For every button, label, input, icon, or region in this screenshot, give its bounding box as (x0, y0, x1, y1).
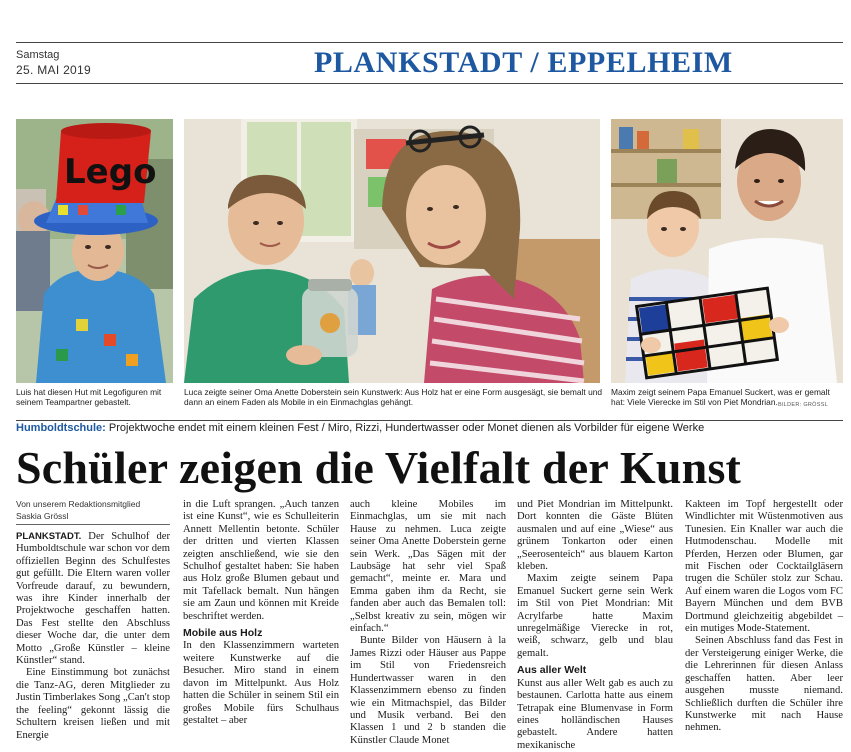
article-column-2 (183, 499, 339, 727)
article-paragraph: Eine Einstimmung bot zunächst die Tanz-AG, deren Mitglieder zu Justin Timberlakes Song „Can't stop the feeling“ gekonnt lässig die Schultern kreisen ließen und mit Energie (16, 667, 170, 741)
byline-label: Von unserem Redaktionsmitglied (16, 499, 141, 509)
article-paragraph: Kunst aus aller Welt gab es auch zu bestaunen. Carlotta hatte aus einem Tetrapak eine Blumenvase in Form eines holländischen Hauses gebastelt. Andere hatten mexikanische (517, 677, 673, 751)
dateline: PLANKSTADT. (16, 531, 82, 542)
article-paragraph: Kakteen im Topf hergestellt oder Windlichter mit Wüstenmotiven aus Tunesien. Ein Knaller war auch die Hutmodenschau. Modelle mit Pferden, Herzen oder Blumen, gar mit Fischen oder Cocktailgläsern trugen die Schüler stolz zur Schau. Auf einem waren die Logos vom FC Bayern München und dem BVB Dortmund gleichzeitig abgebildet – ein mutiges Mode-Statement. (685, 499, 843, 635)
paragraph-text: Der Schulhof der Humboldtschule war schon vor dem offiziellen Beginn des Schulfestes gut gefüllt. Die Eltern waren voller Vorfreude darauf, zu bewundern, was ihre Kinder innerhalb der Projektwoche geschaffen hatten. Das Fest stellte den Abschluss dieser Woche dar, die unter dem Motto „Große Künstler – kleine Künstler“ stand. (16, 531, 170, 667)
photo-luca-oma (184, 119, 600, 383)
subhead-keyword: Humboldtschule: (16, 422, 106, 434)
article-paragraph (16, 531, 170, 667)
section-heading: Aus aller Welt (517, 664, 587, 677)
article-paragraph: und Piet Mondrian im Mittelpunkt. Dort konnten die Gäste Blüten ausmalen und auf eine „Wiese“ aus grünem Tonkarton oder einen „Seerosenteich“ aus blauem Karton kleben. (517, 499, 673, 573)
page-masthead (16, 42, 843, 84)
article-paragraph: Maxim zeigte seinem Papa Emanuel Suckert gerne sein Werk im Stil von Piet Mondrian: Mit Acrylfarbe hatte Maxim unregelmäßige Vierecke in rot, weiß, schwarz, gelb und blau gemalt. (517, 573, 673, 659)
photo-lego-hat-image (16, 119, 173, 383)
issue-date: 25. MAI 2019 (16, 63, 91, 77)
caption-maxim-papa: Maxim zeigt seinem Papa Emanuel Suckert, was er gemalt hat: Viele Vierecke im Stil von Piet Mondrian. (611, 387, 830, 407)
photo-luca-oma-image (184, 119, 600, 383)
article-column-1 (16, 531, 170, 742)
article-headline: Schüler zeigen die Vielfalt der Kunst (16, 442, 742, 493)
article-column-5 (685, 499, 843, 735)
article-paragraph: In den Klassenzimmern warteten weitere Kunstwerke auf die Besucher. Miro stand in einem davon im Mittelpunkt. Aus Holz hatten die Schüler in seinem Stil ein großes Mobile fürs Schulhaus gestaltet – aber (183, 640, 339, 726)
article-paragraph: Seinen Abschluss fand das Fest in der Versteigerung einiger Werke, die die Lehrerinnen für diesen Anlass geschaffen hatten. Aber leer ausgehen musste niemand. Schließlich durften die Schüler ihre Kunstwerke mit nach Hause nehmen. (685, 635, 843, 734)
byline-divider (16, 524, 170, 525)
photo-lego-hat (16, 119, 173, 383)
section-title: PLANKSTADT / EPPELHEIM (314, 46, 733, 79)
article-paragraph: auch kleine Mobiles im Einmachglas, um sie mit nach Hause zu nehmen. Luca zeigte seiner Oma Anette Doberstein gerne sein Werk. „Das Sägen mit der Laubsäge hat sehr viel Spaß gemacht“, meinte er. Mara und Emma gaben ihm da Recht, sie fanden aber auch das Bemalen toll: „Selbst kreativ zu sein, mögen wir einfach.“ (350, 499, 506, 635)
article-subhead (16, 422, 704, 434)
subhead-divider (16, 420, 843, 421)
article-column-4 (517, 499, 673, 752)
photo-credit: BILDER: GRÖSSL (778, 402, 829, 408)
byline-author: Saskia Grössl (16, 511, 69, 521)
article-column-3 (350, 499, 506, 747)
hat-lettering: Lego (64, 152, 157, 192)
subhead-text: Projektwoche endet mit einem kleinen Fest / Miro, Rizzi, Hundertwasser oder Monet dienen als Vorbilder für eigene Werke (105, 422, 705, 434)
photo-maxim-papa (611, 119, 843, 383)
caption-luca-oma: Luca zeigte seiner Oma Anette Doberstein sein Kunstwerk: Aus Holz hat er eine Form ausgesägt, sie bemalt und dann an einem Faden als Mobile in ein Einmachglas gehängt. (184, 387, 603, 407)
issue-weekday: Samstag (16, 49, 60, 61)
caption-lego-hat: Luis hat diesen Hut mit Legofiguren mit seinem Teampartner gebastelt. (16, 387, 162, 407)
photo-maxim-papa-image (611, 119, 843, 383)
article-paragraph: Bunte Bilder von Häusern à la James Rizzi oder Häuser aus Pappe im Stil von Friedensreich Hundertwasser waren in den Klassenzimmern ebenso zu finden wie ein Mitmachspiel, das Bilder und Musik verband. Bei den Klassen 1 und 2 b standen die Künstler Claude Monet (350, 635, 506, 746)
article-paragraph: in die Luft sprangen. „Auch tanzen ist eine Kunst“, wie es Schulleiterin Annett Mellentin betonte. Schüler der dritten und vierten Klassen zeigten anschließend, wie sie den Schulhof gestaltet haben: Sie haben aus Holz große Blumen gebaut und mit Tafellack bemalt. Nun hängen sie am Zaun und können mit Kreide beschriftet werden. (183, 499, 339, 622)
section-heading: Mobile aus Holz (183, 627, 263, 640)
